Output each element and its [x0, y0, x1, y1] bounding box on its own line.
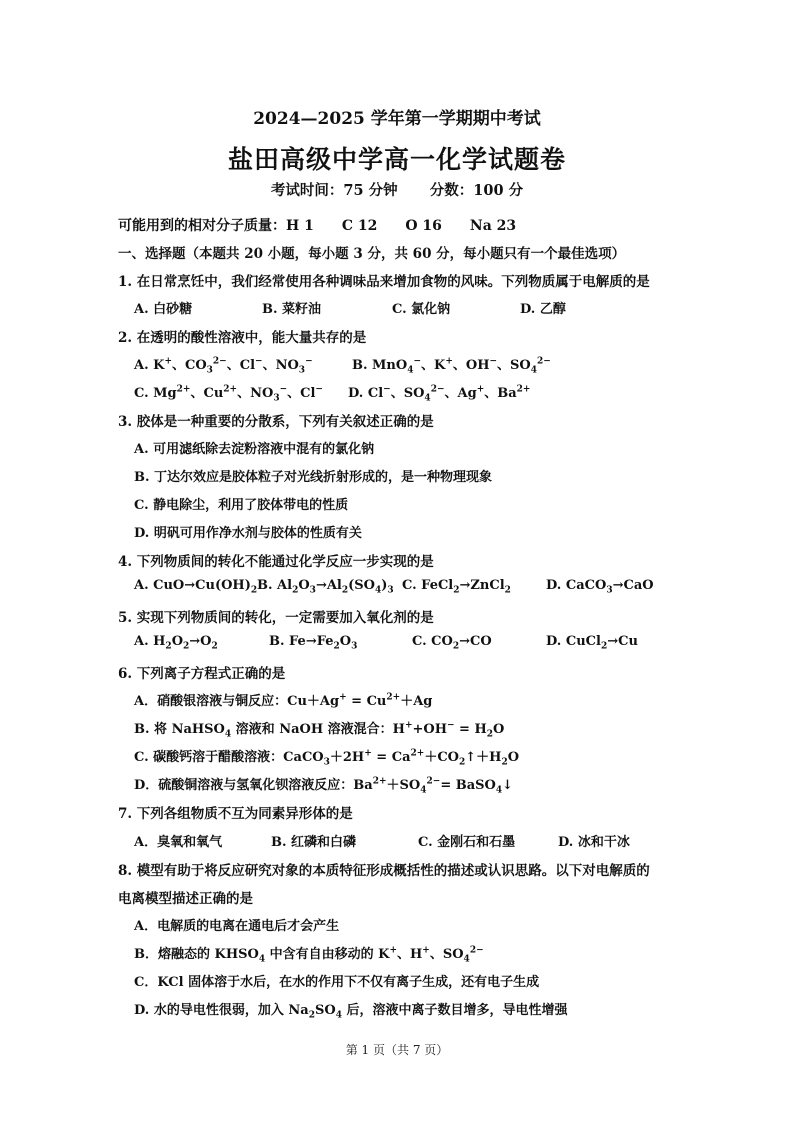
q4-option-c[interactable]: C. FeCl$_2$→ZnCl$_2$ [402, 578, 511, 596]
q5-option-b[interactable]: B. $Fe\to Fe_2O_3$ [269, 634, 358, 652]
section-heading: 一、选择题（本题共 20 小题，每小题 3 分，共 60 分，每小题只有一个最佳选项） [118, 246, 626, 262]
q6-option-b[interactable]: B. 将 NaHSO$_4$ 溶液和 NaOH 溶液混合：$H^++OH^- = H_2O$ [134, 720, 505, 740]
q2-option-a[interactable]: A. K+、$CO_3^{2-}$、Cl−、$NO_3^-$ [134, 356, 313, 376]
q3-option-b[interactable]: B. 丁达尔效应是胶体粒子对光线折射形成的，是一种物理现象 [134, 470, 493, 485]
q8-d-text3: 后，溶液中离子数目增多，导电性增强 [341, 1003, 568, 1018]
exam-line: 2024—2025 学年第一学期期中考试 [253, 109, 541, 129]
time-label: 考试时间：75 分钟 [270, 182, 398, 199]
q2-option-c[interactable]: C. $Mg^{2+}$、$Cu^{2+}$、$NO_3^-$、Cl− [134, 384, 323, 404]
q8-option-a[interactable]: A．电解质的电离在通电后才会产生 [134, 919, 340, 934]
q8-b-text: B．熔融态的 KHSO [134, 947, 259, 962]
q1-option-d[interactable]: D. 乙醇 [520, 302, 566, 317]
q6-d-text: D．硫酸铜溶液与氢氧化钡溶液反应： [134, 778, 354, 793]
page-title: 盐田高级中学高一化学试题卷 [227, 145, 566, 174]
q6-option-a[interactable]: A．硝酸银溶液与铜反应：$Cu+Ag^+ = Cu^{2+}+Ag$ [134, 692, 433, 709]
q4-option-d[interactable]: D. CaCO$_3$→CaO [546, 578, 654, 596]
q2-option-b[interactable]: B. MnO$_4$−、K+、OH−、$SO_4^{2-}$ [352, 356, 551, 376]
q1-option-c[interactable]: C. 氯化钠 [392, 302, 451, 317]
q6-c-text: C. 碳酸钙溶于醋酸溶液： [134, 750, 284, 765]
exam-info [0, 179, 794, 200]
q1-option-b[interactable]: B. 菜籽油 [262, 302, 322, 317]
page-footer: 第 1 页（共 7 页） [345, 1043, 449, 1057]
q7-option-a[interactable]: A．臭氧和氧气 [134, 835, 223, 850]
molar-masses [118, 215, 516, 235]
q3-option-a[interactable]: A. 可用滤纸除去淀粉溶液中混有的氯化钠 [134, 442, 375, 457]
q8-d-text: D. 水的导电性很弱，加入 Na [134, 1003, 309, 1018]
q1-stem: 1. 在日常烹饪中，我们经常使用各种调味品来增加食物的风味。下列物质属于电解质的是 [118, 274, 650, 290]
q5-option-d[interactable]: D. CuCl$_2$→Cu [546, 634, 638, 652]
q7-option-d[interactable]: D. 冰和干冰 [558, 835, 630, 850]
q5-option-c[interactable]: C. $CO_2\to CO$ [412, 634, 492, 652]
q3-option-c[interactable]: C. 静电除尘，利用了胶体带电的性质 [134, 498, 349, 513]
mass-h: H 1 [286, 218, 314, 234]
q6-option-d[interactable]: D．硫酸铜溶液与氢氧化钡溶液反应：$Ba^{2+}+SO_4^{2-}=$ BaSO$_4$↓ [134, 776, 514, 796]
q8-option-b[interactable]: B．熔融态的 $KHSO_4$ 中含有自由移动的 K+、H+、$SO_4^{2-}$ [134, 945, 484, 965]
q8-stem-1: 8. 模型有助于将反应研究对象的本质特征形成概括性的描述或认识思路。以下对电解质的 [118, 863, 650, 879]
q4-stem: 4. 下列物质间的转化不能通过化学反应一步实现的是 [118, 554, 434, 570]
q5-stem: 5. 实现下列物质间的转化，一定需要加入氧化剂的是 [118, 610, 434, 626]
q8-b-text2: 中含有自由移动的 K [265, 947, 390, 962]
q1-option-a[interactable]: A. 白砂糖 [134, 302, 193, 317]
q8-d-text2: SO [314, 1003, 336, 1018]
q6-stem: 6. 下列离子方程式正确的是 [118, 666, 286, 682]
q6-a-text: A．硝酸银溶液与铜反应： [134, 694, 288, 709]
q6-b-text: B. 将 NaHSO [134, 722, 225, 737]
q7-option-c[interactable]: C. 金刚石和石墨 [418, 835, 516, 850]
q3-option-d[interactable]: D. 明矾可用作净水剂与胶体的性质有关 [134, 526, 362, 541]
masses-label: 可能用到的相对分子质量： [118, 218, 286, 234]
mass-na: Na 23 [469, 218, 517, 234]
q3-stem: 3. 胶体是一种重要的分散系，下列有关叙述正确的是 [118, 414, 434, 430]
q6-option-c[interactable]: C. 碳酸钙溶于醋酸溶液：CaCO$_3$＋2H+ = $Ca^{2+}+CO_2↑+H_2O$ [134, 748, 520, 768]
q7-stem: 7. 下列各组物质不互为同素异形体的是 [118, 806, 353, 822]
q5-option-a[interactable]: A. $H_2O_2\to O_2$ [134, 634, 218, 652]
mass-o: O 16 [405, 218, 442, 234]
score-label: 分数：100 分 [429, 182, 524, 199]
q7-option-b[interactable]: B. 红磷和白磷 [271, 835, 357, 850]
q8-option-c[interactable]: C．KCl 固体溶于水后，在水的作用下不仅有离子生成，还有电子生成 [134, 975, 540, 990]
q4-option-a[interactable]: A. $CuO\to Cu(OH)_2$ [134, 578, 258, 596]
q8-option-d[interactable]: D. 水的导电性很弱，加入 $Na_2SO_4$ 后，溶液中离子数目增多，导电性增强 [134, 1003, 568, 1021]
q4-option-b[interactable]: B. $Al_2O_3\to Al_2(SO_4)_3$ [257, 578, 394, 596]
q2-stem: 2. 在透明的酸性溶液中，能大量共存的是 [118, 330, 367, 346]
q2-option-d[interactable]: D. Cl−、$SO_4^{2-}$、Ag+、$Ba^{2+}$ [348, 384, 531, 404]
q6-b-text2: 溶液和 NaOH 溶液混合： [231, 722, 393, 737]
mass-c: C 12 [341, 218, 378, 234]
q8-stem-2: 电离模型描述正确的是 [118, 891, 253, 907]
